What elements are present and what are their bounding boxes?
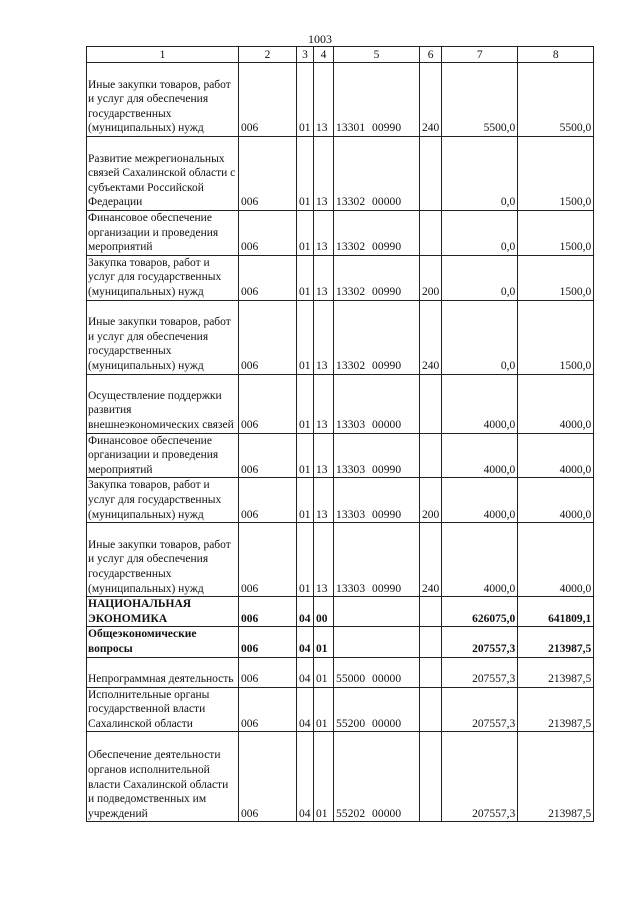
row-expense-type-cell xyxy=(420,211,442,256)
row-amount-2-cell: 1500,0 xyxy=(518,211,594,256)
row-subsection-cell: 01 xyxy=(314,732,334,822)
table-row xyxy=(87,433,594,478)
table-row xyxy=(87,300,594,374)
target-article-code-part-2: 00000 xyxy=(372,807,402,820)
target-article-code-part-2: 00000 xyxy=(372,672,402,685)
row-target-article-cell xyxy=(334,374,420,433)
target-article-code-part-2: 00990 xyxy=(372,582,402,595)
row-target-article-cell xyxy=(334,433,420,478)
row-section-cell: 01 xyxy=(297,478,314,523)
row-subsection-cell: 13 xyxy=(314,137,334,211)
target-article-code-part-2: 00990 xyxy=(372,241,402,254)
target-article-code-part-1: 13303 xyxy=(336,508,366,521)
row-amount-1-cell: 4000,0 xyxy=(442,374,518,433)
row-amount-1-cell: 0,0 xyxy=(442,137,518,211)
row-amount-1-cell: 0,0 xyxy=(442,211,518,256)
row-expense-type-cell xyxy=(420,433,442,478)
row-amount-1-cell: 4000,0 xyxy=(442,433,518,478)
row-amount-1-cell: 207557,3 xyxy=(442,627,518,657)
row-name-cell: Финансовое обеспечение организации и проведения мероприятий xyxy=(87,211,239,256)
row-section-cell: 01 xyxy=(297,523,314,597)
row-code-cell: 006 xyxy=(239,255,297,300)
row-expense-type-cell xyxy=(420,732,442,822)
page-number: 1003 xyxy=(308,32,332,46)
row-section-cell: 01 xyxy=(297,63,314,137)
table-row xyxy=(87,657,594,687)
row-name-cell: Иные закупки товаров, работ и услуг для обеспечения государственных (муниципальных) нужд xyxy=(87,523,239,597)
row-target-article-cell xyxy=(334,255,420,300)
row-name-cell: Развитие межрегиональных связей Сахалинской области с субъектами Российской Федерации xyxy=(87,137,239,211)
row-expense-type-cell xyxy=(420,627,442,657)
row-section-cell: 01 xyxy=(297,211,314,256)
target-article-code-part-1: 55200 xyxy=(336,717,366,730)
table-row xyxy=(87,374,594,433)
row-expense-type-cell: 240 xyxy=(420,63,442,137)
row-section-cell: 01 xyxy=(297,255,314,300)
row-section-cell: 01 xyxy=(297,374,314,433)
row-target-article-cell xyxy=(334,597,420,627)
table-row xyxy=(87,137,594,211)
row-amount-2-cell: 4000,0 xyxy=(518,433,594,478)
row-amount-2-cell: 213987,5 xyxy=(518,732,594,822)
row-amount-1-cell: 0,0 xyxy=(442,255,518,300)
row-target-article-cell xyxy=(334,300,420,374)
row-target-article-cell xyxy=(334,687,420,732)
target-article-code-part-2: 00990 xyxy=(372,122,402,135)
row-expense-type-cell xyxy=(420,137,442,211)
row-amount-2-cell: 4000,0 xyxy=(518,374,594,433)
row-expense-type-cell: 240 xyxy=(420,300,442,374)
table-row xyxy=(87,687,594,732)
row-amount-1-cell: 207557,3 xyxy=(442,732,518,822)
row-subsection-cell: 13 xyxy=(314,63,334,137)
row-amount-1-cell: 207557,3 xyxy=(442,687,518,732)
table-row xyxy=(87,63,594,137)
row-amount-1-cell: 0,0 xyxy=(442,300,518,374)
row-subsection-cell: 13 xyxy=(314,523,334,597)
row-section-cell: 01 xyxy=(297,300,314,374)
row-code-cell: 006 xyxy=(239,523,297,597)
row-subsection-cell: 01 xyxy=(314,627,334,657)
row-amount-2-cell: 213987,5 xyxy=(518,657,594,687)
row-amount-1-cell: 5500,0 xyxy=(442,63,518,137)
row-target-article-cell xyxy=(334,523,420,597)
row-code-cell: 006 xyxy=(239,687,297,732)
row-name-cell: Иные закупки товаров, работ и услуг для обеспечения государственных (муниципальных) нужд xyxy=(87,300,239,374)
row-amount-1-cell: 207557,3 xyxy=(442,657,518,687)
row-subsection-cell: 13 xyxy=(314,374,334,433)
row-code-cell: 006 xyxy=(239,657,297,687)
row-name-cell: Непрограммная деятельность xyxy=(87,657,239,687)
target-article-code-part-1: 13302 xyxy=(336,196,366,209)
row-expense-type-cell: 240 xyxy=(420,523,442,597)
row-code-cell: 006 xyxy=(239,211,297,256)
row-code-cell: 006 xyxy=(239,137,297,211)
row-amount-1-cell: 4000,0 xyxy=(442,478,518,523)
row-subsection-cell: 13 xyxy=(314,300,334,374)
row-subsection-cell: 01 xyxy=(314,687,334,732)
table-row xyxy=(87,255,594,300)
row-amount-2-cell: 641809,1 xyxy=(518,597,594,627)
row-subsection-cell: 13 xyxy=(314,478,334,523)
row-section-cell: 04 xyxy=(297,687,314,732)
header-col-2: 2 xyxy=(239,47,297,63)
row-target-article-cell xyxy=(334,627,420,657)
row-name-cell: Обеспечение деятельности органов исполнительной власти Сахалинской области и подведомственных им учреждений xyxy=(87,732,239,822)
row-code-cell: 006 xyxy=(239,478,297,523)
header-col-5: 5 xyxy=(334,47,420,63)
row-code-cell: 006 xyxy=(239,300,297,374)
row-amount-2-cell: 4000,0 xyxy=(518,523,594,597)
table-row xyxy=(87,597,594,627)
row-name-cell: Исполнительные органы государственной власти Сахалинской области xyxy=(87,687,239,732)
row-code-cell: 006 xyxy=(239,597,297,627)
row-amount-1-cell: 4000,0 xyxy=(442,523,518,597)
row-expense-type-cell xyxy=(420,597,442,627)
row-subsection-cell: 00 xyxy=(314,597,334,627)
row-section-cell: 04 xyxy=(297,627,314,657)
row-name-cell: Финансовое обеспечение организации и проведения мероприятий xyxy=(87,433,239,478)
row-amount-1-cell: 626075,0 xyxy=(442,597,518,627)
header-col-1: 1 xyxy=(87,47,239,63)
row-code-cell: 006 xyxy=(239,627,297,657)
target-article-code-part-1: 13303 xyxy=(336,463,366,476)
row-subsection-cell: 13 xyxy=(314,433,334,478)
target-article-code-part-2: 00990 xyxy=(372,508,402,521)
row-amount-2-cell: 5500,0 xyxy=(518,63,594,137)
row-expense-type-cell xyxy=(420,687,442,732)
target-article-code-part-1: 13302 xyxy=(336,285,366,298)
row-expense-type-cell: 200 xyxy=(420,478,442,523)
target-article-code-part-1: 13302 xyxy=(336,241,366,254)
row-target-article-cell xyxy=(334,211,420,256)
target-article-code-part-1: 13303 xyxy=(336,582,366,595)
row-subsection-cell: 13 xyxy=(314,255,334,300)
row-amount-2-cell: 213987,5 xyxy=(518,627,594,657)
row-name-cell: Закупка товаров, работ и услуг для государственных (муниципальных) нужд xyxy=(87,478,239,523)
row-code-cell: 006 xyxy=(239,63,297,137)
row-name-cell: Закупка товаров, работ и услуг для государственных (муниципальных) нужд xyxy=(87,255,239,300)
row-section-cell: 04 xyxy=(297,597,314,627)
target-article-code-part-2: 00000 xyxy=(372,196,402,209)
row-amount-2-cell: 213987,5 xyxy=(518,687,594,732)
header-col-8: 8 xyxy=(518,47,594,63)
header-col-6: 6 xyxy=(420,47,442,63)
target-article-code-part-1: 13301 xyxy=(336,122,366,135)
row-name-cell: НАЦИОНАЛЬНАЯ ЭКОНОМИКА xyxy=(87,597,239,627)
table-row xyxy=(87,732,594,822)
row-amount-2-cell: 1500,0 xyxy=(518,137,594,211)
target-article-code-part-2: 00990 xyxy=(372,285,402,298)
table-row xyxy=(87,211,594,256)
row-subsection-cell: 13 xyxy=(314,211,334,256)
row-code-cell: 006 xyxy=(239,732,297,822)
table-row xyxy=(87,627,594,657)
row-target-article-cell xyxy=(334,732,420,822)
row-expense-type-cell: 200 xyxy=(420,255,442,300)
row-name-cell: Общеэкономические вопросы xyxy=(87,627,239,657)
target-article-code-part-2: 00990 xyxy=(372,463,402,476)
target-article-code-part-1: 13302 xyxy=(336,359,366,372)
table-row xyxy=(87,523,594,597)
header-col-4: 4 xyxy=(314,47,334,63)
row-amount-2-cell: 1500,0 xyxy=(518,300,594,374)
row-target-article-cell xyxy=(334,657,420,687)
header-row xyxy=(87,47,594,63)
target-article-code-part-2: 00000 xyxy=(372,717,402,730)
row-section-cell: 04 xyxy=(297,732,314,822)
row-expense-type-cell xyxy=(420,374,442,433)
header-col-3: 3 xyxy=(297,47,314,63)
target-article-code-part-1: 55202 xyxy=(336,807,366,820)
row-code-cell: 006 xyxy=(239,433,297,478)
row-name-cell: Осуществление поддержки развития внешнеэкономических связей xyxy=(87,374,239,433)
budget-table xyxy=(86,46,594,822)
table-row xyxy=(87,478,594,523)
target-article-code-part-1: 55000 xyxy=(336,672,366,685)
row-target-article-cell xyxy=(334,478,420,523)
row-section-cell: 04 xyxy=(297,657,314,687)
row-expense-type-cell xyxy=(420,657,442,687)
row-amount-2-cell: 1500,0 xyxy=(518,255,594,300)
row-name-cell: Иные закупки товаров, работ и услуг для обеспечения государственных (муниципальных) нужд xyxy=(87,63,239,137)
target-article-code-part-1: 13303 xyxy=(336,418,366,431)
row-section-cell: 01 xyxy=(297,433,314,478)
row-code-cell: 006 xyxy=(239,374,297,433)
header-col-7: 7 xyxy=(442,47,518,63)
target-article-code-part-2: 00000 xyxy=(372,418,402,431)
row-target-article-cell xyxy=(334,63,420,137)
target-article-code-part-2: 00990 xyxy=(372,359,402,372)
row-subsection-cell: 01 xyxy=(314,657,334,687)
row-target-article-cell xyxy=(334,137,420,211)
row-amount-2-cell: 4000,0 xyxy=(518,478,594,523)
row-section-cell: 01 xyxy=(297,137,314,211)
